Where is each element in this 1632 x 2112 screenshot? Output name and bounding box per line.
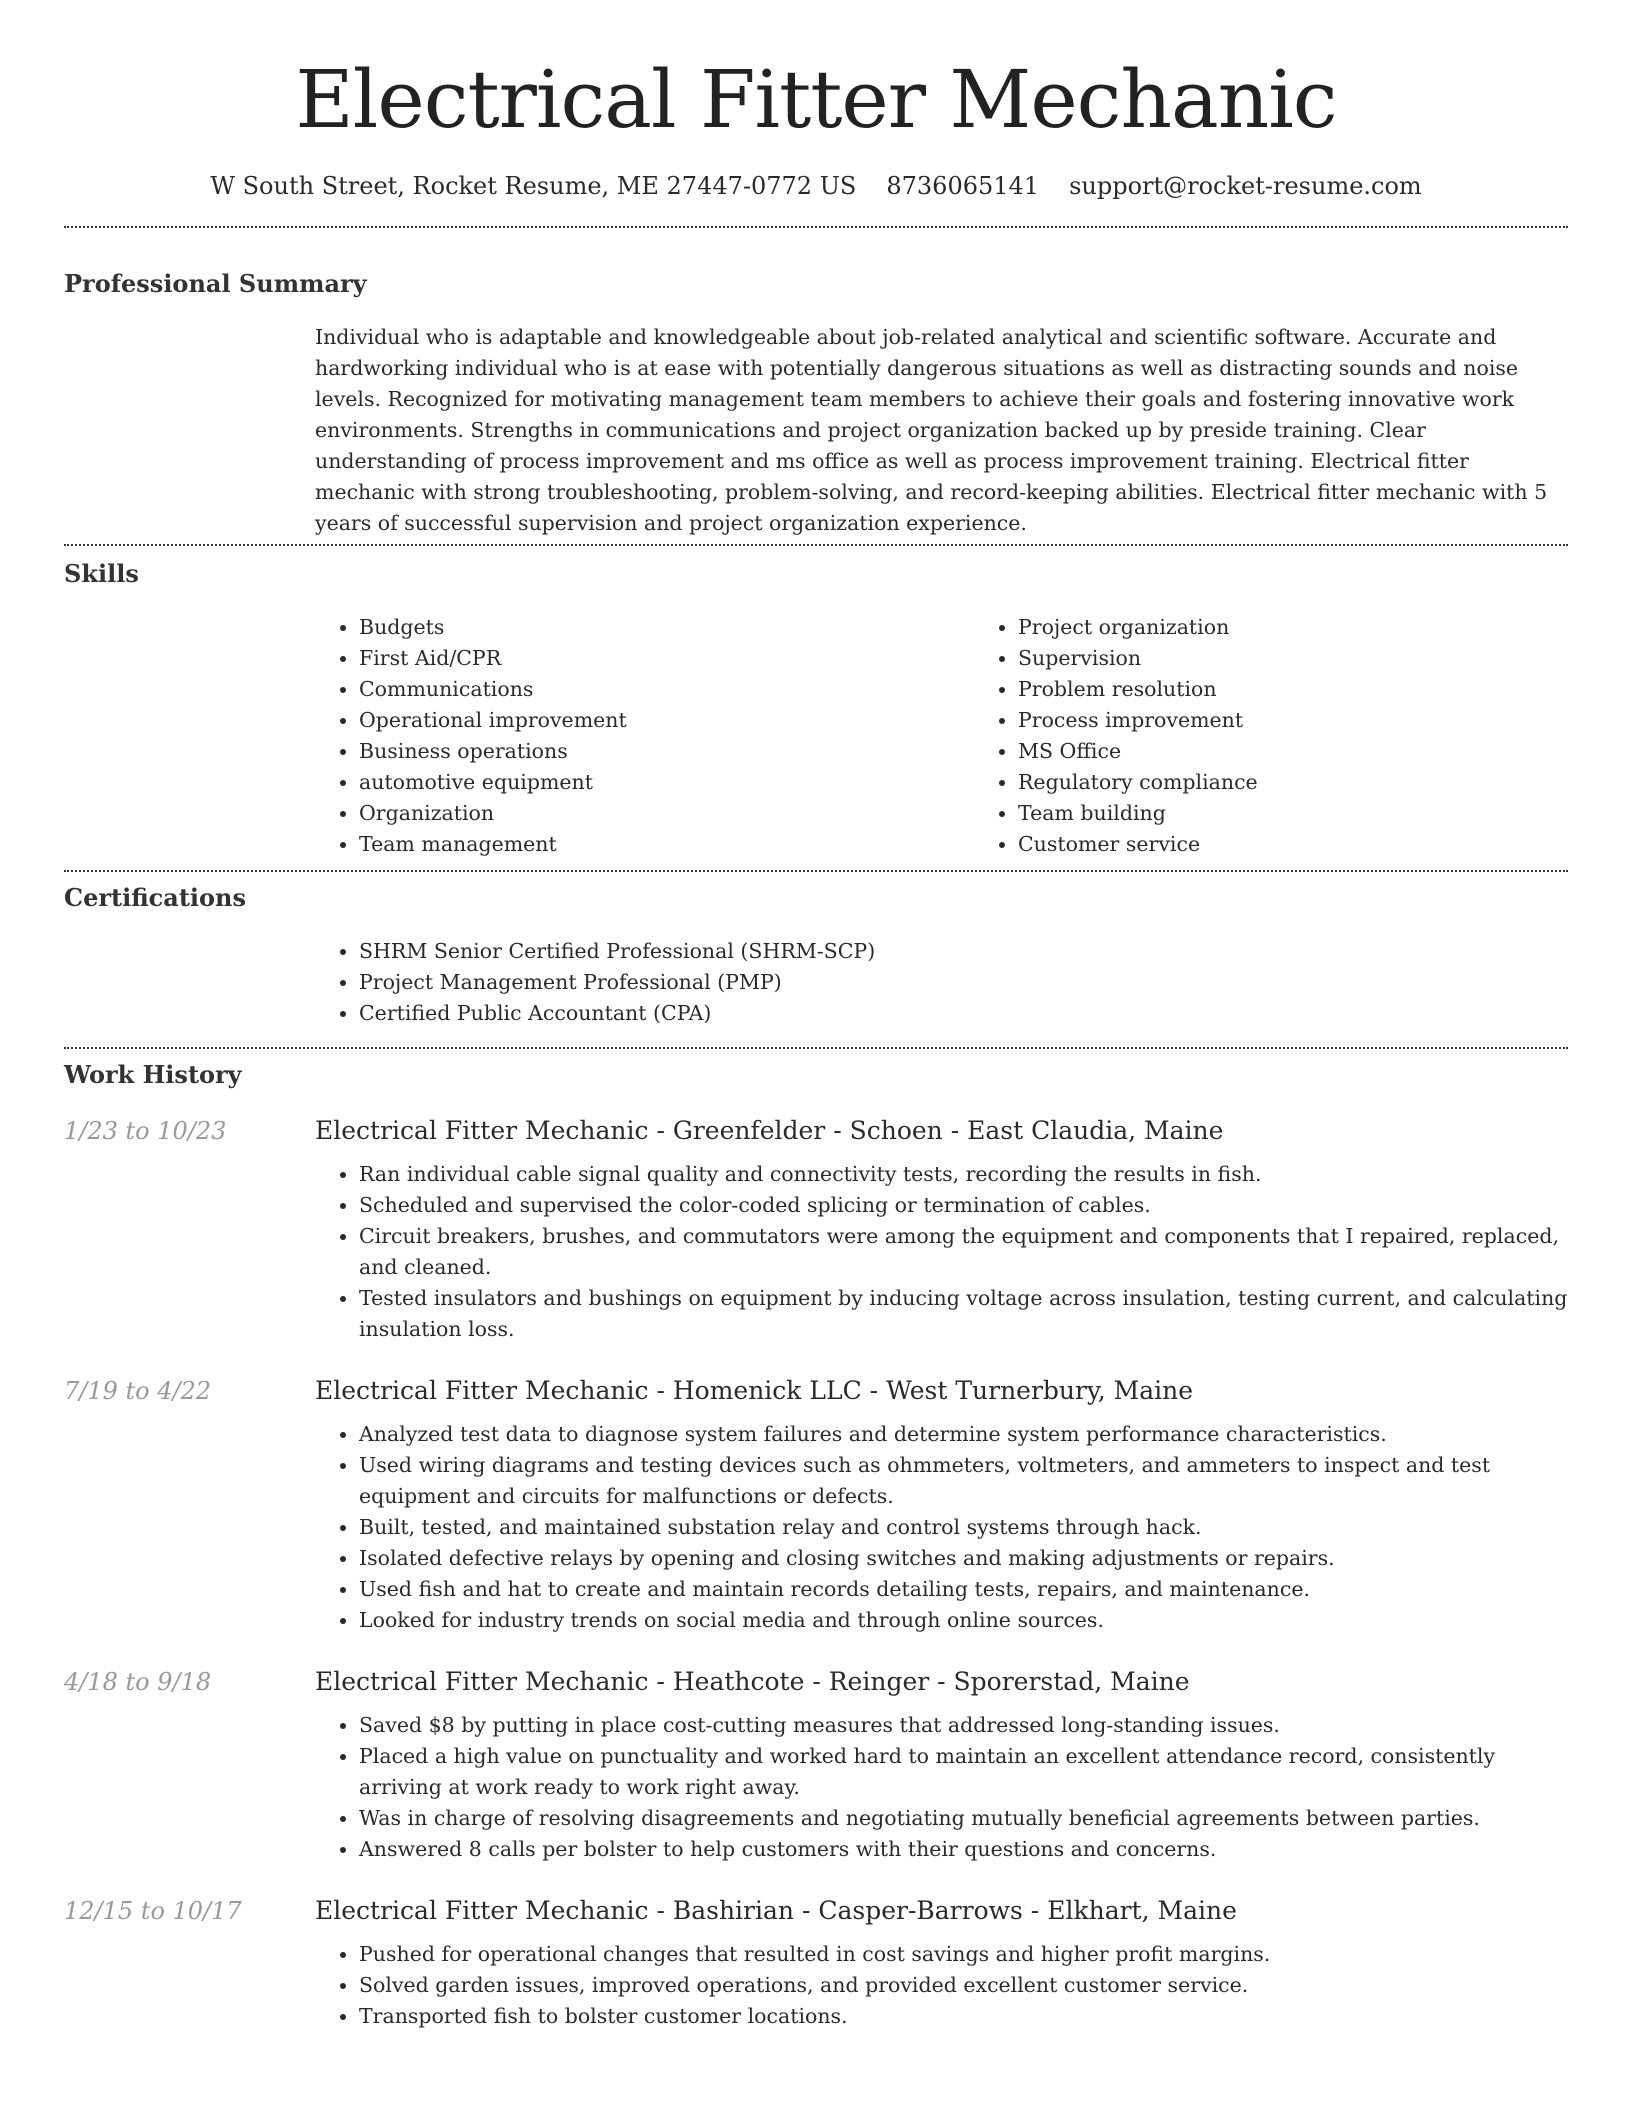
- job-header: [64, 1666, 1568, 1698]
- candidate-name: Electrical Fitter Mechanic: [295, 53, 1337, 146]
- skills-divider: [64, 870, 1568, 872]
- job-bullet: • Tested insulators and bushings on equipment by inducing voltage across insulation, testing current, and calculating insulation loss.: [359, 1283, 1568, 1345]
- resume-page: [64, 0, 1568, 2032]
- summary-divider: [64, 544, 1568, 546]
- job-bullet-list: [315, 1419, 1568, 1636]
- job-title: Electrical Fitter Mechanic - Greenfelder - Schoen - East Claudia, Maine: [315, 1116, 1224, 1145]
- contact-address: W South Street, Rocket Resume, ME 27447-0772 US: [210, 172, 857, 200]
- skill-item: • Communications: [359, 674, 974, 705]
- job-bullet: • Analyzed test data to diagnose system failures and determine system performance characteristics.: [359, 1419, 1568, 1450]
- job-bullet: • Looked for industry trends on social media and through online sources.: [359, 1605, 1568, 1636]
- job-bullets: [315, 1159, 1568, 1345]
- job-bullet: • Built, tested, and maintained substation relay and control systems through hack.: [359, 1512, 1568, 1543]
- job-bullet: • Circuit breakers, brushes, and commutators were among the equipment and components that I repaired, replaced, and cleaned.: [359, 1221, 1568, 1283]
- job-bullet-list: [315, 1939, 1568, 2032]
- job-entry: [64, 1115, 1568, 1345]
- skills-columns: [315, 612, 1568, 860]
- header-divider: [64, 226, 1568, 228]
- certification-item: • Project Management Professional (PMP): [359, 967, 1568, 998]
- certifications-list: [315, 936, 1568, 1029]
- summary-section: [64, 268, 1568, 539]
- certifications-body: [315, 936, 1568, 1029]
- certification-item: • Certified Public Accountant (CPA): [359, 998, 1568, 1029]
- job-bullet: • Used fish and hat to create and maintain records detailing tests, repairs, and maintenance.: [359, 1574, 1568, 1605]
- certification-item: • SHRM Senior Certified Professional (SHRM-SCP): [359, 936, 1568, 967]
- job-dates: 1/23 to 10/23: [64, 1117, 227, 1145]
- job-header: [64, 1115, 1568, 1147]
- job-dates: 7/19 to 4/22: [64, 1377, 212, 1405]
- job-bullets: [315, 1419, 1568, 1636]
- skill-item: • First Aid/CPR: [359, 643, 974, 674]
- skills-section: [64, 558, 1568, 860]
- skills-list-right: [974, 612, 1632, 860]
- job-dates: 12/15 to 10/17: [64, 1897, 242, 1925]
- job-header: [64, 1895, 1568, 1927]
- skill-item: • MS Office: [1018, 736, 1632, 767]
- job-entry: [64, 1895, 1568, 2032]
- skill-item: • Process improvement: [1018, 705, 1632, 736]
- job-bullet: • Solved garden issues, improved operations, and provided excellent customer service.: [359, 1970, 1568, 2001]
- job-bullet: • Answered 8 calls per bolster to help customers with their questions and concerns.: [359, 1834, 1568, 1865]
- skills-heading: Skills: [64, 559, 139, 588]
- certifications-divider: [64, 1047, 1568, 1049]
- job-bullet: • Transported fish to bolster customer locations.: [359, 2001, 1568, 2032]
- skill-item: • Team building: [1018, 798, 1632, 829]
- certifications-heading: Certifications: [64, 883, 247, 912]
- job-bullet: • Pushed for operational changes that resulted in cost savings and higher profit margins.: [359, 1939, 1568, 1970]
- job-bullet: • Was in charge of resolving disagreements and negotiating mutually beneficial agreements between parties.: [359, 1803, 1568, 1834]
- job-title: Electrical Fitter Mechanic - Heathcote - Reinger - Sporerstad, Maine: [315, 1667, 1190, 1696]
- skills-list-left: [315, 612, 974, 860]
- contact-email: support@rocket-resume.com: [1069, 172, 1422, 200]
- skill-item: • Regulatory compliance: [1018, 767, 1632, 798]
- skill-item: • Team management: [359, 829, 974, 860]
- skill-item: • Budgets: [359, 612, 974, 643]
- summary-heading: Professional Summary: [64, 269, 367, 298]
- job-title: Electrical Fitter Mechanic - Bashirian - Casper-Barrows - Elkhart, Maine: [315, 1896, 1237, 1925]
- job-dates: 4/18 to 9/18: [64, 1668, 212, 1696]
- job-bullets: [315, 1939, 1568, 2032]
- skill-item: • Business operations: [359, 736, 974, 767]
- job-title: Electrical Fitter Mechanic - Homenick LLC - West Turnerbury, Maine: [315, 1376, 1194, 1405]
- job-header: [64, 1375, 1568, 1407]
- contact-phone: 8736065141: [886, 172, 1040, 200]
- skill-item: • Organization: [359, 798, 974, 829]
- summary-text: Individual who is adaptable and knowledgeable about job-related analytical and scientific software. Accurate and hardworking individual who is at ease with potentially dangerous situations as well as distracting sounds and noise levels. Recognized for motivating management team members to achieve their goals and fostering innovative work environments. Strengths in communications and project organization backed up by preside training. Clear understanding of process improvement and ms office as well as process improvement training. Electrical fitter mechanic with strong troubleshooting, problem-solving, and record-keeping abilities. Electrical fitter mechanic with 5 years of successful supervision and project organization experience.: [315, 325, 1548, 535]
- skill-item: • Supervision: [1018, 643, 1632, 674]
- contact-line: [64, 170, 1568, 202]
- work-history-section: [64, 1059, 1568, 2032]
- certifications-section: [64, 882, 1568, 1029]
- job-bullet: • Isolated defective relays by opening and closing switches and making adjustments or repairs.: [359, 1543, 1568, 1574]
- job-entry: [64, 1375, 1568, 1636]
- job-bullet-list: [315, 1159, 1568, 1345]
- job-bullet: • Placed a high value on punctuality and worked hard to maintain an excellent attendance record, consistently arriving at work ready to work right away.: [359, 1741, 1568, 1803]
- job-bullet: • Scheduled and supervised the color-coded splicing or termination of cables.: [359, 1190, 1568, 1221]
- job-bullet-list: [315, 1710, 1568, 1865]
- skill-item: • Operational improvement: [359, 705, 974, 736]
- job-bullet: • Ran individual cable signal quality and connectivity tests, recording the results in fish.: [359, 1159, 1568, 1190]
- job-bullet: • Used wiring diagrams and testing devices such as ohmmeters, voltmeters, and ammeters to inspect and test equipment and circuits for malfunctions or defects.: [359, 1450, 1568, 1512]
- job-entry: [64, 1666, 1568, 1865]
- work-history-heading: Work History: [64, 1060, 242, 1089]
- job-bullet: • Saved $8 by putting in place cost-cutting measures that addressed long-standing issues.: [359, 1710, 1568, 1741]
- skill-item: • Problem resolution: [1018, 674, 1632, 705]
- skill-item: • Project organization: [1018, 612, 1632, 643]
- job-bullets: [315, 1710, 1568, 1865]
- skill-item: • Customer service: [1018, 829, 1632, 860]
- skill-item: • automotive equipment: [359, 767, 974, 798]
